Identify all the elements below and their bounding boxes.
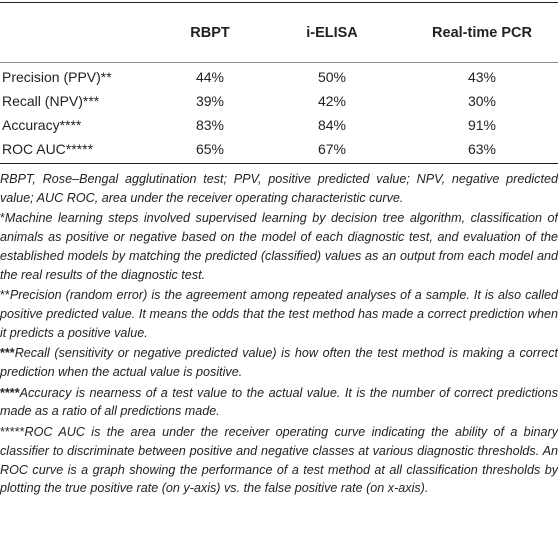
footnote-text: Machine learning steps involved supervised learning by decision tree algorithm, classification of animals as positive or negative based on the model of each diagnostic test, and evaluation of the established models by matching the predicted (classified) values as an output from each model and the real results of the diagnostic test. [0, 211, 558, 282]
table-cell: 67% [317, 141, 347, 157]
table-cell: 91% [467, 117, 497, 133]
table-footnotes [0, 170, 558, 500]
table-cell: 83% [195, 117, 225, 133]
column-header-rbpt: RBPT [190, 24, 230, 41]
footnote-1 [0, 209, 558, 284]
column-header-real-time-pcr: Real-time PCR [432, 24, 532, 41]
footnote-marker: *** [0, 346, 15, 361]
footnote-4 [0, 384, 558, 421]
footnote-marker: ***** [0, 425, 25, 440]
footnote-text: ROC AUC is the area under the receiver operating curve indicating the ability of a binary classifier to discriminate between positive and negative classes at various diagnostic thresholds. An ROC curve is a graph showing the performance of a test method at all classification thresholds by plotting the true positive rate (on y-axis) vs. the false positive rate (on x-axis). [0, 425, 558, 496]
table-cell: 50% [317, 69, 347, 85]
table-cell: 43% [467, 69, 497, 85]
table-row [0, 62, 558, 89]
table-header-row [0, 3, 558, 62]
table-cell: 30% [467, 93, 497, 109]
table-bottom-rule [0, 163, 558, 164]
row-label: Accuracy**** [2, 117, 82, 133]
column-header-i-elisa: i-ELISA [306, 24, 358, 41]
table-row [0, 89, 558, 113]
row-label: ROC AUC***** [2, 141, 94, 157]
table-cell: 63% [467, 141, 497, 157]
footnote-3 [0, 344, 558, 381]
row-label: Precision (PPV)** [2, 69, 112, 85]
footnote-text: Recall (sensitivity or negative predicted value) is how often the test method is making a correct prediction when the actual value is positive. [0, 346, 558, 380]
footnote-5 [0, 423, 558, 498]
table-cell: 42% [317, 93, 347, 109]
column-header-metric [0, 3, 162, 62]
results-table [0, 3, 558, 161]
table-cell: 65% [195, 141, 225, 157]
footnote-marker: * [0, 211, 5, 226]
footnote-text: Accuracy is nearness of a test value to the actual value. It is the number of correct predictions made as a ratio of all predictions made. [0, 385, 558, 419]
table-cell: 44% [195, 69, 225, 85]
footnote-text: Precision (random error) is the agreement among repeated analyses of a sample. It is also called positive predicted value. It means the odds that the test method has made a correct prediction when it predicts a positive value. [0, 288, 558, 340]
footnote-marker: **** [0, 385, 20, 400]
footnote-2 [0, 286, 558, 342]
table-cell: 39% [195, 93, 225, 109]
table-cell: 84% [317, 117, 347, 133]
footnote-marker: ** [0, 288, 10, 303]
table-row [0, 113, 558, 137]
footnote-abbreviations: RBPT, Rose–Bengal agglutination test; PPV, positive predicted value; NPV, negative predicted value; AUC ROC, area under the receiver operating characteristic curve. [0, 172, 558, 205]
table-row [0, 137, 558, 161]
row-label: Recall (NPV)*** [2, 93, 100, 109]
